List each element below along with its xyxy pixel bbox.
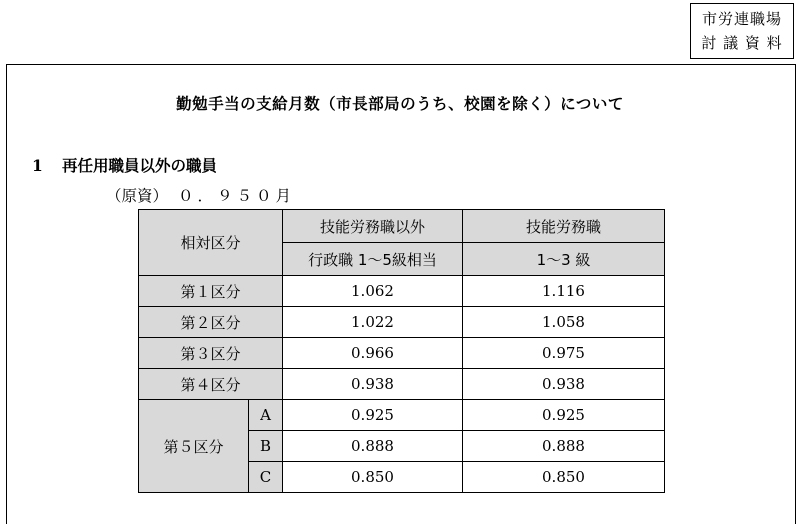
- document-stamp: [690, 3, 794, 59]
- section-title: 再任用職員以外の職員: [62, 157, 218, 175]
- fund-basis-value: ０．９５０月: [178, 187, 296, 205]
- row-value-col2: 0.925: [463, 400, 665, 431]
- group5-sub-label: B: [249, 431, 283, 462]
- row-value-col1: 0.888: [283, 431, 463, 462]
- section-number: 1: [32, 156, 43, 175]
- row-value-col2: 1.116: [463, 276, 665, 307]
- row-value-col1: 0.966: [283, 338, 463, 369]
- row-value-col2: 0.975: [463, 338, 665, 369]
- row-value-col1: 0.925: [283, 400, 463, 431]
- row-value-col2: 0.938: [463, 369, 665, 400]
- fund-basis: [106, 184, 295, 206]
- table-row: [139, 400, 665, 431]
- row-value-col2: 1.058: [463, 307, 665, 338]
- row-value-col1: 1.062: [283, 276, 463, 307]
- stamp-line-1: 市労連職場: [701, 10, 782, 28]
- row-label: 第３区分: [139, 338, 283, 369]
- row-value-col1: 0.850: [283, 462, 463, 493]
- table-row: [139, 369, 665, 400]
- group5-sub-label: C: [249, 462, 283, 493]
- stamp-line-2: 討 議 資 料: [701, 34, 783, 52]
- table-header-row: [139, 210, 665, 243]
- subheader-col1: 行政職 1〜5級相当: [283, 243, 463, 276]
- header-col2: 技能労務職: [463, 210, 665, 243]
- row-value-col2: 0.888: [463, 431, 665, 462]
- fund-basis-label: （原資）: [106, 187, 169, 205]
- group5-sub-label: A: [249, 400, 283, 431]
- row-value-col2: 0.850: [463, 462, 665, 493]
- subheader-col2: 1〜3 級: [463, 243, 665, 276]
- table-row: [139, 307, 665, 338]
- table-row: [139, 338, 665, 369]
- row-label: 第１区分: [139, 276, 283, 307]
- row-label: 第２区分: [139, 307, 283, 338]
- row-label: 第４区分: [139, 369, 283, 400]
- header-category: 相対区分: [139, 210, 283, 276]
- header-col1: 技能労務職以外: [283, 210, 463, 243]
- table-row: [139, 276, 665, 307]
- allowance-table: [138, 209, 665, 493]
- row-value-col1: 1.022: [283, 307, 463, 338]
- section-heading: [32, 154, 217, 176]
- document-title: 勤勉手当の支給月数（市長部局のうち、校園を除く）について: [176, 95, 624, 113]
- group5-label: 第５区分: [139, 400, 249, 493]
- row-value-col1: 0.938: [283, 369, 463, 400]
